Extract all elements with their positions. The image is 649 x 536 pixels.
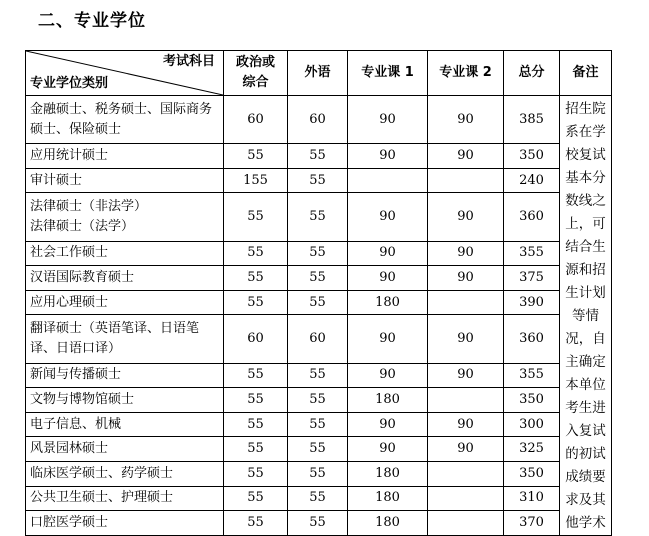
language-cell: 55 xyxy=(288,363,348,388)
total-cell: 350 xyxy=(504,144,560,169)
table-row xyxy=(26,462,612,487)
header-total: 总分 xyxy=(504,51,560,96)
category-cell: 翻译硕士（英语笔译、日语笔译、日语口译） xyxy=(26,315,224,363)
total-cell: 325 xyxy=(504,437,560,462)
table-row xyxy=(26,290,612,315)
category-cell: 法律硕士（非法学） 法律硕士（法学） xyxy=(26,193,224,241)
course2-cell: 90 xyxy=(428,412,504,437)
category-cell: 金融硕士、税务硕士、国际商务硕士、保险硕士 xyxy=(26,96,224,144)
language-cell: 55 xyxy=(288,462,348,487)
header-note: 备注 xyxy=(560,51,612,96)
course2-cell xyxy=(428,462,504,487)
language-cell: 55 xyxy=(288,168,348,193)
course1-cell: 90 xyxy=(348,96,428,144)
header-corner xyxy=(26,51,224,96)
language-cell: 60 xyxy=(288,315,348,363)
table-row xyxy=(26,168,612,193)
total-cell: 355 xyxy=(504,241,560,266)
category-cell: 口腔医学硕士 xyxy=(26,511,224,536)
course1-cell: 90 xyxy=(348,437,428,462)
course1-cell: 180 xyxy=(348,290,428,315)
politics-cell: 55 xyxy=(224,144,288,169)
table-row xyxy=(26,96,612,144)
course2-cell xyxy=(428,168,504,193)
category-cell: 文物与博物馆硕士 xyxy=(26,388,224,413)
language-cell: 55 xyxy=(288,412,348,437)
politics-cell: 55 xyxy=(224,486,288,511)
course2-cell: 90 xyxy=(428,363,504,388)
politics-cell: 155 xyxy=(224,168,288,193)
total-cell: 360 xyxy=(504,193,560,241)
course2-cell xyxy=(428,290,504,315)
course2-cell: 90 xyxy=(428,315,504,363)
language-cell: 55 xyxy=(288,486,348,511)
course2-cell: 90 xyxy=(428,193,504,241)
table-row xyxy=(26,437,612,462)
politics-cell: 55 xyxy=(224,462,288,487)
course1-cell: 90 xyxy=(348,315,428,363)
politics-cell: 55 xyxy=(224,511,288,536)
course2-cell: 90 xyxy=(428,266,504,291)
total-cell: 350 xyxy=(504,462,560,487)
total-cell: 385 xyxy=(504,96,560,144)
table-row xyxy=(26,315,612,363)
total-cell: 240 xyxy=(504,168,560,193)
category-cell: 公共卫生硕士、护理硕士 xyxy=(26,486,224,511)
total-cell: 360 xyxy=(504,315,560,363)
language-cell: 60 xyxy=(288,96,348,144)
politics-cell: 55 xyxy=(224,241,288,266)
course1-cell: 90 xyxy=(348,241,428,266)
politics-cell: 60 xyxy=(224,96,288,144)
course1-cell: 90 xyxy=(348,266,428,291)
politics-cell: 55 xyxy=(224,266,288,291)
politics-cell: 55 xyxy=(224,290,288,315)
category-cell: 汉语国际教育硕士 xyxy=(26,266,224,291)
total-cell: 300 xyxy=(504,412,560,437)
language-cell: 55 xyxy=(288,388,348,413)
header-corner-top: 考试科目 xyxy=(162,54,215,69)
category-cell: 风景园林硕士 xyxy=(26,437,224,462)
total-cell: 355 xyxy=(504,363,560,388)
category-cell: 社会工作硕士 xyxy=(26,241,224,266)
politics-cell: 55 xyxy=(224,193,288,241)
course1-cell: 180 xyxy=(348,511,428,536)
course2-cell: 90 xyxy=(428,437,504,462)
total-cell: 370 xyxy=(504,511,560,536)
header-politics: 政治或 综合 xyxy=(224,51,288,96)
politics-cell: 55 xyxy=(224,412,288,437)
total-cell: 310 xyxy=(504,486,560,511)
total-cell: 350 xyxy=(504,388,560,413)
category-cell: 应用心理硕士 xyxy=(26,290,224,315)
header-language: 外语 xyxy=(288,51,348,96)
section-heading: 二、专业学位 xyxy=(38,11,146,31)
course1-cell: 90 xyxy=(348,193,428,241)
course1-cell: 90 xyxy=(348,144,428,169)
course2-cell: 90 xyxy=(428,96,504,144)
table-row xyxy=(26,388,612,413)
language-cell: 55 xyxy=(288,144,348,169)
note-cell: 招生院系在学校复试基本分数线之上，可结合生源和招生计划等情况，自主确定本单位考生进入复试的初试成绩要求及其他学术 xyxy=(560,96,612,536)
politics-cell: 55 xyxy=(224,388,288,413)
total-cell: 375 xyxy=(504,266,560,291)
table-row xyxy=(26,193,612,241)
header-row xyxy=(26,51,612,96)
course1-cell: 180 xyxy=(348,462,428,487)
header-corner-bottom: 专业学位类别 xyxy=(30,76,109,91)
table-row xyxy=(26,241,612,266)
course2-cell: 90 xyxy=(428,144,504,169)
language-cell: 55 xyxy=(288,511,348,536)
table-row xyxy=(26,511,612,536)
total-cell: 390 xyxy=(504,290,560,315)
table-row xyxy=(26,412,612,437)
politics-cell: 60 xyxy=(224,315,288,363)
table-row xyxy=(26,266,612,291)
language-cell: 55 xyxy=(288,266,348,291)
course1-cell: 90 xyxy=(348,363,428,388)
course1-cell: 180 xyxy=(348,486,428,511)
table-row xyxy=(26,144,612,169)
language-cell: 55 xyxy=(288,290,348,315)
course2-cell xyxy=(428,486,504,511)
course1-cell xyxy=(348,168,428,193)
category-cell: 临床医学硕士、药学硕士 xyxy=(26,462,224,487)
language-cell: 55 xyxy=(288,193,348,241)
language-cell: 55 xyxy=(288,241,348,266)
course1-cell: 90 xyxy=(348,412,428,437)
language-cell: 55 xyxy=(288,437,348,462)
category-cell: 应用统计硕士 xyxy=(26,144,224,169)
politics-cell: 55 xyxy=(224,363,288,388)
table-row xyxy=(26,486,612,511)
course1-cell: 180 xyxy=(348,388,428,413)
header-course1: 专业课 1 xyxy=(348,51,428,96)
course2-cell: 90 xyxy=(428,241,504,266)
course2-cell xyxy=(428,511,504,536)
category-cell: 新闻与传播硕士 xyxy=(26,363,224,388)
score-table xyxy=(25,50,612,536)
category-cell: 审计硕士 xyxy=(26,168,224,193)
table-row xyxy=(26,363,612,388)
header-course2: 专业课 2 xyxy=(428,51,504,96)
politics-cell: 55 xyxy=(224,437,288,462)
course2-cell xyxy=(428,388,504,413)
category-cell: 电子信息、机械 xyxy=(26,412,224,437)
